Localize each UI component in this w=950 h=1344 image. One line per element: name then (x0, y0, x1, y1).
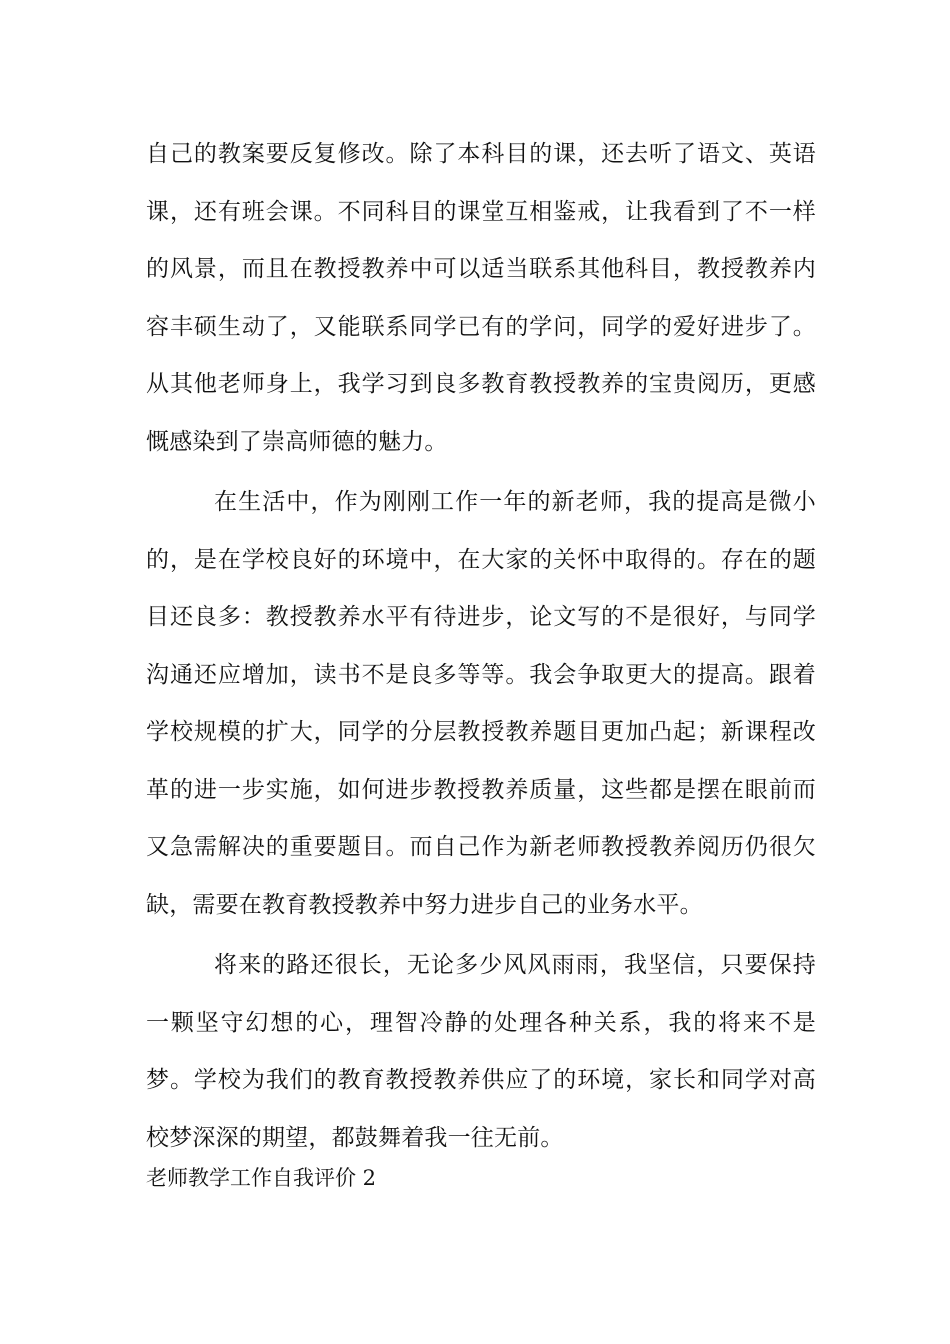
paragraph-future: 将来的路还很长，无论多少风风雨雨，我坚信，只要保持一颗坚守幻想的心，理智冷静的处理各种关系，我的将来不是梦。学校为我们的教育教授教养供应了的环境，家长和同学对高校梦深深的期望，都鼓舞着我一往无前。 (146, 952, 816, 1151)
paragraph-continuation: 自己的教案要反复修改。除了本科目的课，还去听了语文、英语课，还有班会课。不同科目的课堂互相鉴戒，让我看到了不一样的风景，而且在教授教养中可以适当联系其他科目，教授教养内容丰硕生动了，又能联系同学已有的学问，同学的爱好进步了。从其他老师身上，我学习到良多教育教授教养的宝贵阅历，更感慨感染到了崇高师德的魅力。 (146, 141, 816, 455)
section-heading: 老师教学工作自我评价 2 (146, 1166, 377, 1190)
document-body (146, 126, 816, 1167)
paragraph-life-progress: 在生活中，作为刚刚工作一年的新老师，我的提高是微小的，是在学校良好的环境中，在大家的关怀中取得的。存在的题目还良多：教授教养水平有待进步，论文写的不是很好，与同学沟通还应增加，读书不是良多等等。我会争取更大的提高。跟着学校规模的扩大，同学的分层教授教养题目更加凸起；新课程改革的进一步实施，如何进步教授教养质量，这些都是摆在眼前而又急需解决的重要题目。而自己作为新老师教授教养阅历仍很欠缺，需要在教育教授教养中努力进步自己的业务水平。 (146, 489, 816, 918)
